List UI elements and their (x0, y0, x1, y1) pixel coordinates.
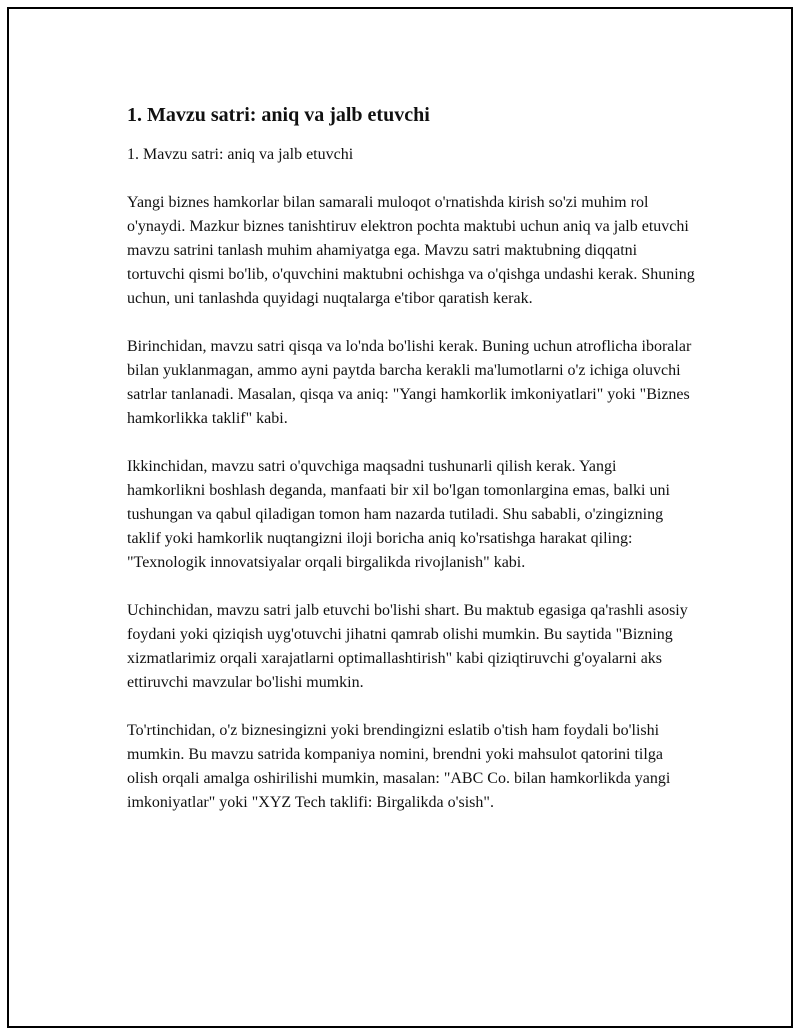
document-subtitle: 1. Mavzu satri: aniq va jalb etuvchi (127, 146, 354, 163)
document-title: 1. Mavzu satri: aniq va jalb etuvchi (127, 104, 430, 126)
document-body (127, 101, 697, 839)
paragraph-4: Uchinchidan, mavzu satri jalb etuvchi bo'lishi shart. Bu maktub egasiga qa'rashli asosiy foydani yoki qiziqish uyg'otuvchi jihatni qamrab olishi mumkin. Bu saytida "Bizning xizmatlarimiz orqali xarajatlarni optimallashtirish" kabi qiziqtiruvchi g'oyalarni aks ettiruvchi mavzular bo'lishi mumkin. (127, 602, 688, 691)
page-frame (7, 7, 793, 1028)
paragraph-2: Birinchidan, mavzu satri qisqa va lo'nda bo'lishi kerak. Buning uchun atroflicha iboralar bilan yuklanmagan, ammo ayni paytda barcha kerakli ma'lumotlarni o'z ichiga oluvchi satrlar tanlanadi. Masalan, qisqa va aniq: "Yangi hamkorlik imkoniyatlari" yoki "Biznes hamkorlikka taklif" kabi. (127, 338, 692, 427)
paragraph-5: To'rtinchidan, o'z biznesingizni yoki brendingizni eslatib o'tish ham foydali bo'lishi mumkin. Bu mavzu satrida kompaniya nomini, brendni yoki mahsulot qatorini tilga olish orqali amalga oshirilishi mumkin, masalan: "ABC Co. bilan hamkorlikda yangi imkoniyatlar" yoki "XYZ Tech taklifi: Birgalikda o'sish". (127, 722, 671, 811)
paragraph-3: Ikkinchidan, mavzu satri o'quvchiga maqsadni tushunarli qilish kerak. Yangi hamkorlikni boshlash deganda, manfaati bir xil bo'lgan tomonlargina emas, balki uni tushungan va qabul qiladigan tomon ham nazarda tutiladi. Shu sababli, o'zingizning taklif yoki hamkorlik nuqtangizni iloji boricha aniq ko'rsatishga harakat qiling: "Texnologik innovatsiyalar orqali birgalikda rivojlanish" kabi. (127, 458, 670, 571)
paragraph-1: Yangi biznes hamkorlar bilan samarali muloqot o'rnatishda kirish so'zi muhim rol o'ynaydi. Mazkur biznes tanishtiruv elektron pochta maktubi uchun aniq va jalb etuvchi mavzu satrini tanlash muhim ahamiyatga ega. Mavzu satri maktubning diqqatni tortuvchi qismi bo'lib, o'quvchini maktubni ochishga va o'qishga undashi kerak. Shuning uchun, uni tanlashda quyidagi nuqtalarga e'tibor qaratish kerak. (127, 194, 695, 307)
